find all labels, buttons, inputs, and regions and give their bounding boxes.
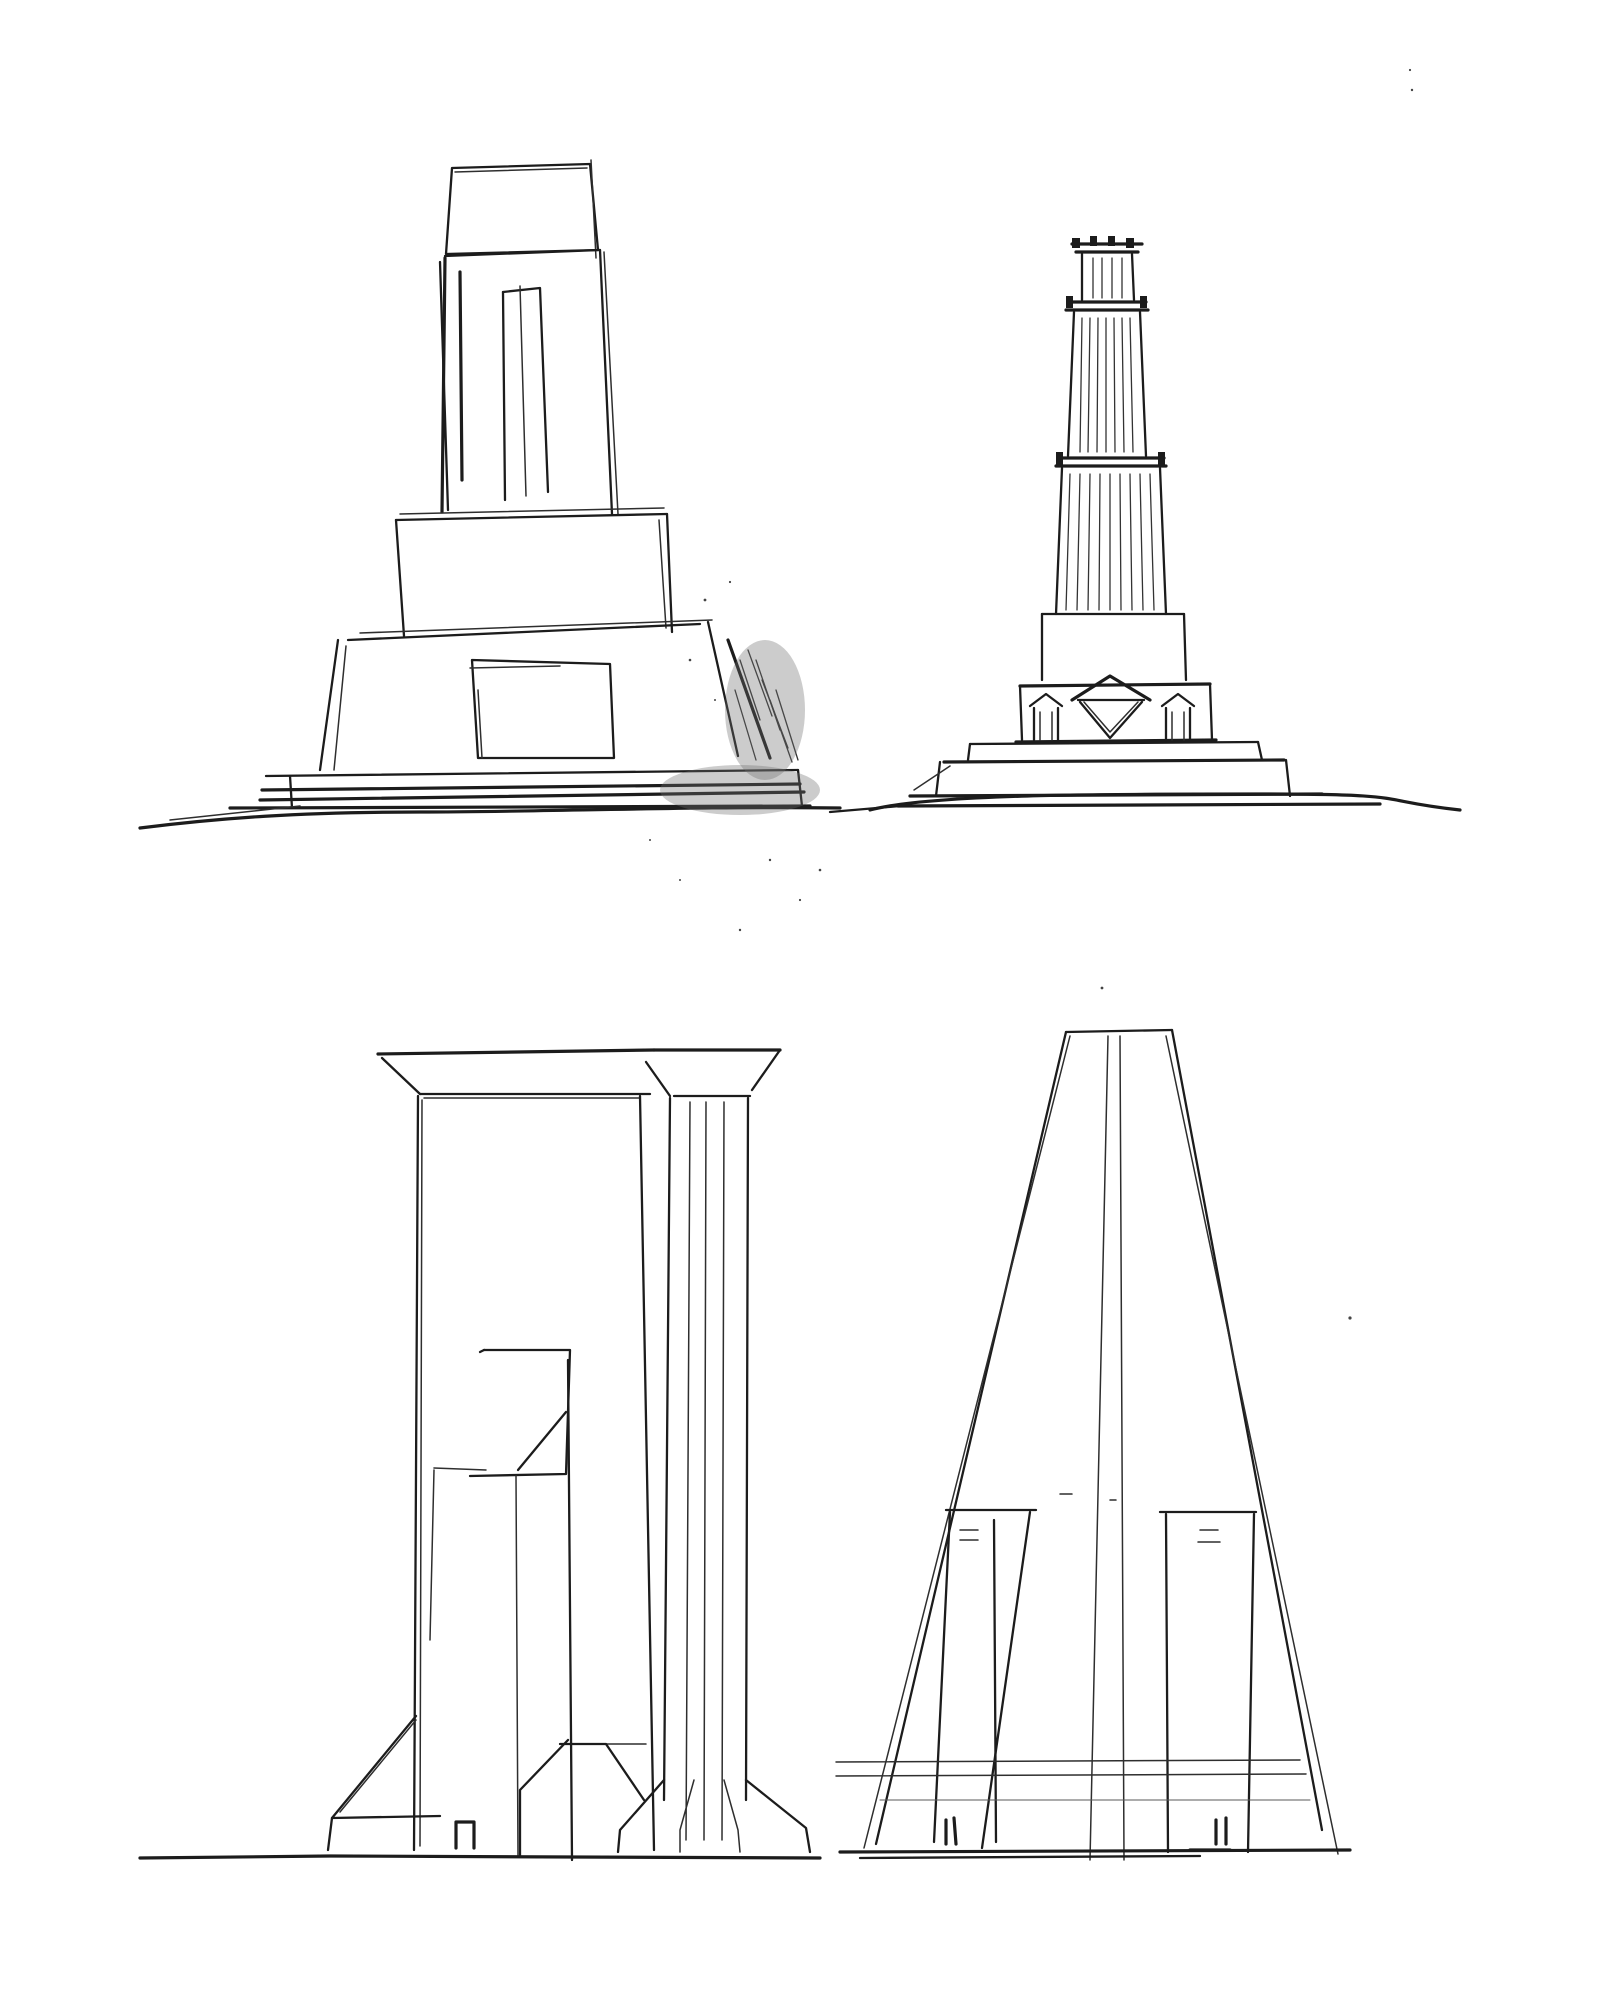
double-pylon-sketch: [140, 1050, 820, 1860]
lighthouse-tower-sketch: [830, 236, 1460, 812]
tapered-obelisk-sketch: [836, 1030, 1350, 1860]
stepped-tower-sketch: [140, 160, 840, 828]
